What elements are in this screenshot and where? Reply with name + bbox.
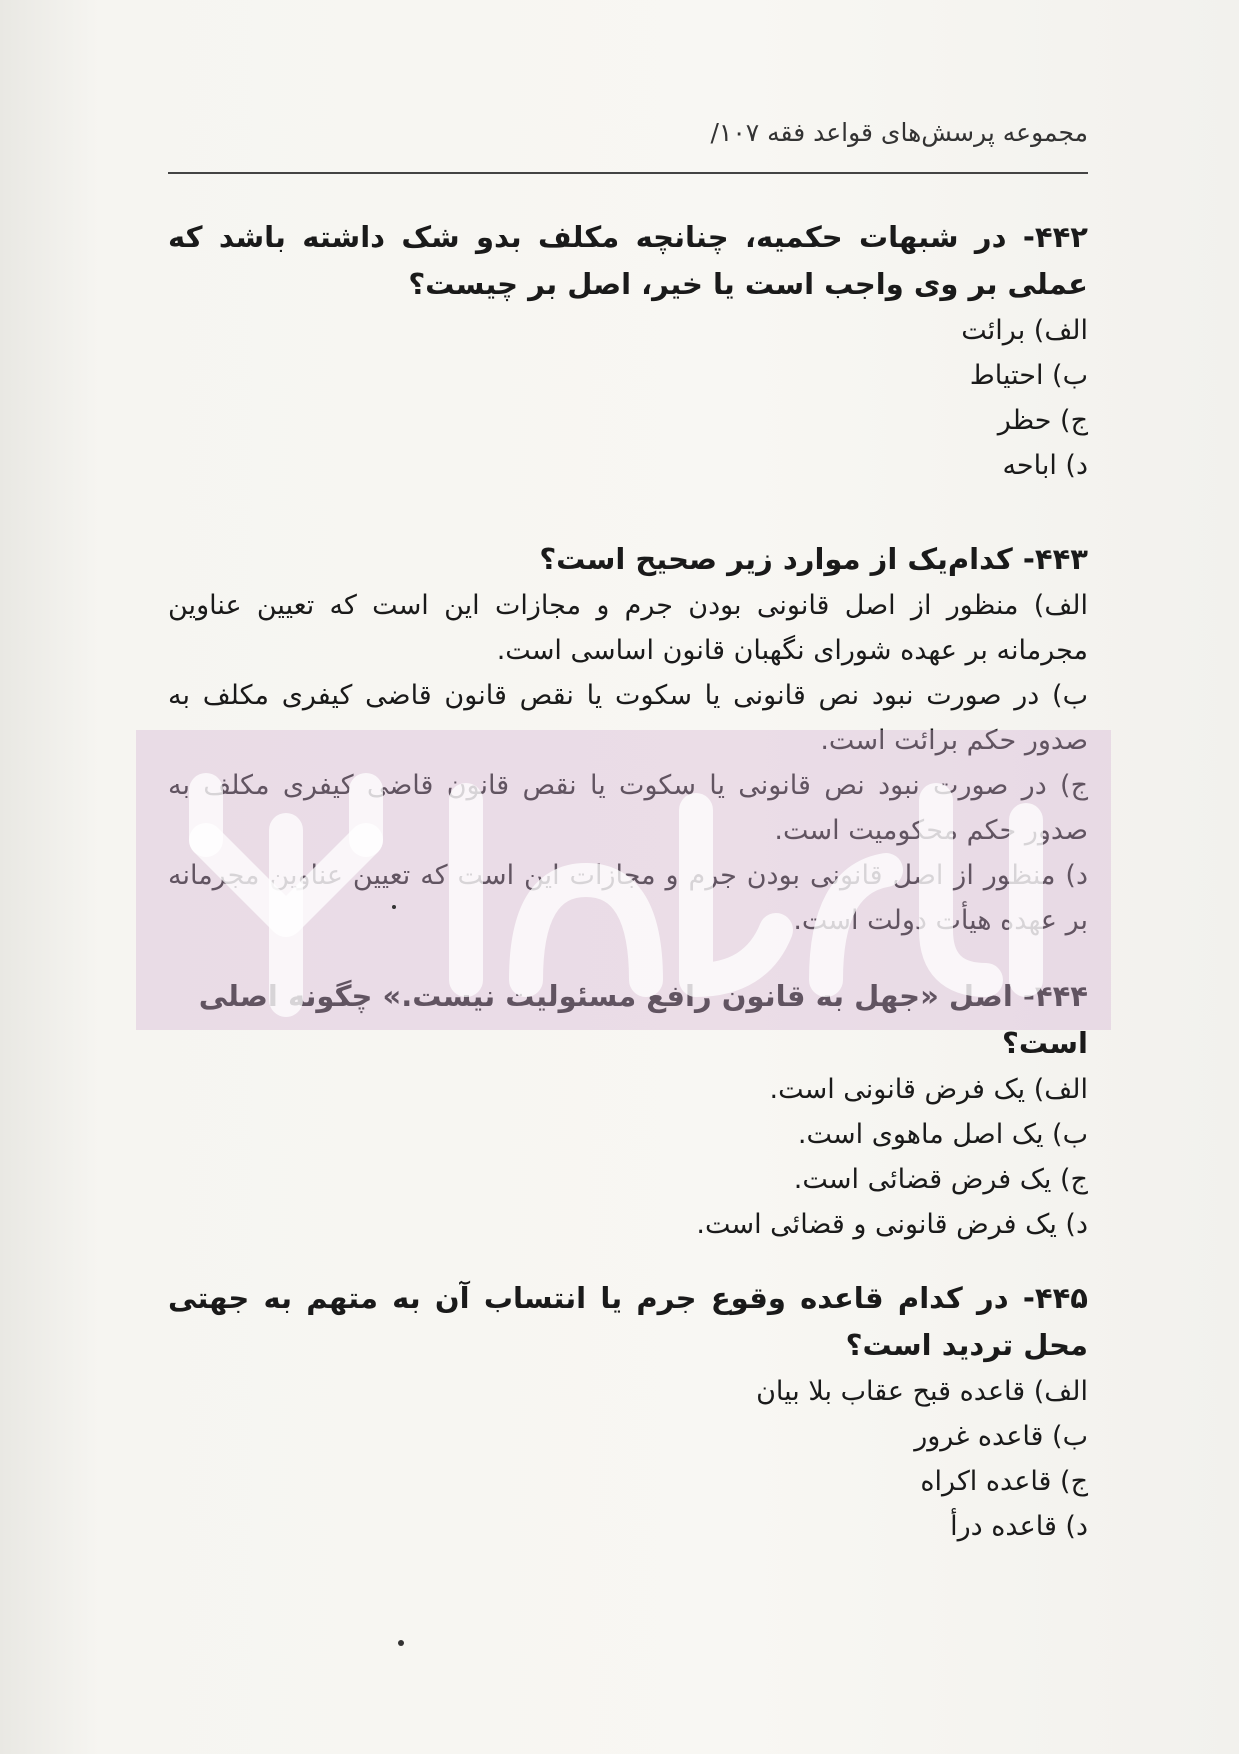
header-rule: [168, 172, 1088, 174]
running-header: مجموعه پرسش‌های قواعد فقه ۱۰۷/: [710, 118, 1088, 147]
question-text: ۴۴۴- اصل «جهل به قانون رافع مسئولیت نیست.» چگونه اصلی است؟: [198, 979, 1088, 1060]
question-text: ۴۴۳- کدام‌یک از موارد زیر صحیح است؟: [539, 542, 1088, 576]
option-a: الف) یک فرض قانونی است.: [769, 1074, 1088, 1105]
option-c: ج) قاعده اکراه: [920, 1466, 1088, 1497]
option-b: ب) احتیاط: [969, 360, 1088, 391]
question-text: ۴۴۲- در شبهات حکمیه، چنانچه مکلف بدو شک داشته باشد که عملی بر وی واجب است یا خیر، اصل بر چیست؟: [168, 220, 1088, 301]
question-445: [168, 1275, 1088, 1549]
questions-body: [168, 214, 1088, 1549]
scan-speck: [392, 905, 396, 909]
option-d: د) منظور از اصل قانونی بودن جرم و مجازات این است که تعیین عناوین مجرمانه بر عهده هیأت دولت است.: [168, 860, 1088, 936]
option-c: ج) حظر: [997, 405, 1088, 436]
option-b: ب) یک اصل ماهوی است.: [797, 1119, 1088, 1150]
option-d: د) یک فرض قانونی و قضائی است.: [696, 1209, 1088, 1240]
option-d: د) قاعده درأ: [950, 1511, 1088, 1542]
option-c: ج) در صورت نبود نص قانونی یا سکوت یا نقص قانون قاضی کیفری مکلف به صدور حکم محکومیت است.: [168, 770, 1088, 846]
question-443: [168, 536, 1088, 943]
scan-speck: [398, 1640, 404, 1646]
question-444: [168, 973, 1088, 1247]
option-c: ج) یک فرض قضائی است.: [793, 1164, 1088, 1195]
question-text: ۴۴۵- در کدام قاعده وقوع جرم یا انتساب آن به متهم به جهتی محل تردید است؟: [168, 1281, 1088, 1362]
option-d: د) اباحه: [1002, 450, 1088, 481]
question-442: [168, 214, 1088, 488]
option-a: الف) منظور از اصل قانونی بودن جرم و مجازات این است که تعیین عناوین مجرمانه بر عهده شورای نگهبان قانون اساسی است.: [168, 590, 1088, 666]
option-a: الف) برائت: [961, 315, 1088, 346]
option-a: الف) قاعده قبح عقاب بلا بیان: [756, 1376, 1088, 1407]
option-b: ب) در صورت نبود نص قانونی یا سکوت یا نقص قانون قاضی کیفری مکلف به صدور حکم برائت است.: [168, 680, 1088, 756]
option-b: ب) قاعده غرور: [914, 1421, 1088, 1452]
